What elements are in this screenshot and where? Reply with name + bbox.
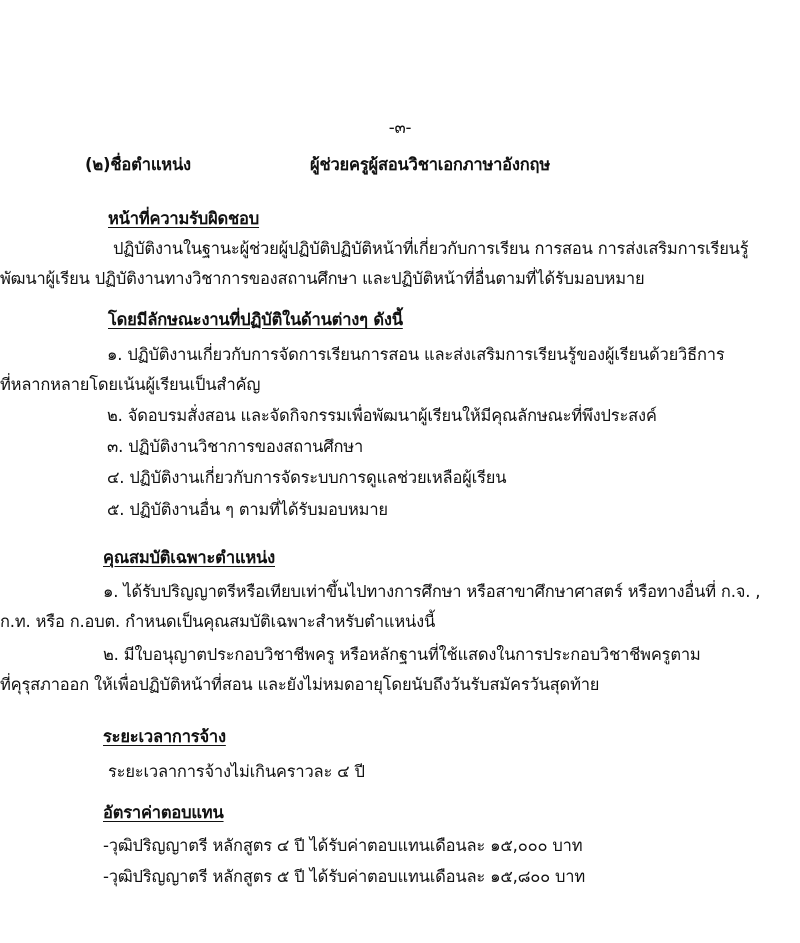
page-number: -๓- [388,118,412,137]
task-item-5: ๕. ปฏิบัติงานอื่น ๆ ตามที่ได้รับมอบหมาย [107,500,388,519]
task-item-1: ๑. ปฏิบัติงานเกี่ยวกับการจัดการเรียนการสอน และส่งเสริมการเรียนรู้ของผู้เรียนด้วยวิธีการ [107,345,725,364]
employment-period-heading: ระยะเวลาการจ้าง [103,727,226,746]
compensation-line-1: -วุฒิปริญญาตรี หลักสูตร ๔ ปี ได้รับค่าตอบแทนเดือนละ ๑๕,๐๐๐ บาท [103,836,583,855]
tasks-heading: โดยมีลักษณะงานที่ปฏิบัติในด้านต่างๆ ดังนี้ [108,310,403,329]
task-item-3: ๓. ปฏิบัติงานวิชาการของสถานศึกษา [107,437,364,456]
duties-heading: หน้าที่ความรับผิดชอบ [108,209,260,228]
position-label: (๒)ชื่อตำแหน่ง [85,155,191,174]
qualifications-heading: คุณสมบัติเฉพาะตำแหน่ง [103,548,275,567]
duties-line-2: พัฒนาผู้เรียน ปฏิบัติงานทางวิชาการของสถานศึกษา และปฏิบัติหน้าที่อื่นตามที่ได้รับมอบหมาย [0,269,645,288]
task-item-2: ๒. จัดอบรมสั่งสอน และจัดกิจกรรมเพื่อพัฒนาผู้เรียนให้มีคุณลักษณะที่พึงประสงค์ [107,406,657,425]
compensation-heading: อัตราค่าตอบแทน [103,803,224,822]
task-item-1-cont: ที่หลากหลายโดยเน้นผู้เรียนเป็นสำคัญ [0,375,261,394]
duties-line-1: ปฏิบัติงานในฐานะผู้ช่วยผู้ปฏิบัติปฏิบัติหน้าที่เกี่ยวกับการเรียน การสอน การส่งเสริมการเรียนรู้ [113,239,749,258]
position-title: ผู้ช่วยครูผู้สอนวิชาเอกภาษาอังกฤษ [310,155,551,174]
qualification-line-4: ที่คุรุสภาออก ให้เพื่อปฏิบัติหน้าที่สอน และยังไม่หมดอายุโดยนับถึงวันรับสมัครวันสุดท้าย [0,675,600,694]
employment-period-text: ระยะเวลาการจ้างไม่เกินคราวละ ๔ ปี [108,762,365,781]
compensation-line-2: -วุฒิปริญญาตรี หลักสูตร ๕ ปี ได้รับค่าตอบแทนเดือนละ ๑๕,๘๐๐ บาท [103,867,586,886]
task-item-4: ๔. ปฏิบัติงานเกี่ยวกับการจัดระบบการดูแลช่วยเหลือผู้เรียน [107,468,507,487]
qualification-line-3: ๒. มีใบอนุญาตประกอบวิชาชีพครู หรือหลักฐานที่ใช้แสดงในการประกอบวิชาชีพครูตาม [103,645,701,664]
qualification-line-2: ก.ท. หรือ ก.อบต. กำหนดเป็นคุณสมบัติเฉพาะสำหรับตำแหน่งนี้ [0,612,436,631]
qualification-line-1: ๑. ได้รับปริญญาตรีหรือเทียบเท่าขึ้นไปทางการศึกษา หรือสาขาศึกษาศาสตร์ หรือทางอื่นที่ ก.จ. , [103,582,761,601]
